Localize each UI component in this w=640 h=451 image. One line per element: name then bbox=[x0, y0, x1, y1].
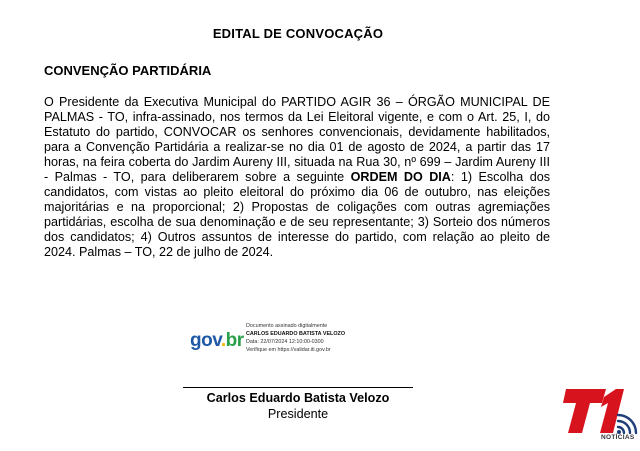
body-text-bold: ORDEM DO DIA bbox=[350, 170, 451, 184]
t1-logo-t-shape bbox=[563, 389, 606, 433]
govbr-logo-br: br bbox=[225, 330, 244, 351]
govbr-logo-gov: gov bbox=[190, 330, 221, 351]
signatory-role: Presidente bbox=[267, 407, 329, 421]
signature-caption: Documento assinado digitalmente bbox=[246, 323, 328, 329]
signatory-name: Carlos Eduardo Batista Velozo bbox=[206, 391, 390, 405]
signature-verify-link: Verifique em https://validar.iti.gov.br bbox=[246, 347, 331, 353]
signature-signer: CARLOS EDUARDO BATISTA VELOZO bbox=[246, 331, 346, 337]
govbr-logo-dot: . bbox=[220, 330, 226, 351]
digital-signature-details bbox=[246, 322, 345, 354]
govbr-logo bbox=[190, 330, 244, 352]
body-text-part-1: O Presidente da Executiva Municipal do PARTIDO AGIR 36 – ÓRGÃO MUNICIPAL DE PALMAS - TO, infra-assinado, nos termos da Lei Eleitoral vigente, e com o Art. 25, I, do Estatuto do partido, CONVOCAR os senhores convencionais, devidamente habilitados, para a Convenção Partidária a realizar-se no dia 01 de agosto de 2024, a partir das 17 horas, na feira coberta do Jardim Aureny III, situada na Rua 30, nº 699 – Jardim Aureny III - Palmas - TO, para deliberarem sobre a seguinte bbox=[44, 95, 550, 184]
t1-noticias-caption: NOTÍCIAS bbox=[601, 434, 635, 441]
signature-line bbox=[183, 387, 413, 388]
body-text-part-2: : 1) Escolha dos candidatos, com vistas ao pleito eleitoral do próximo dia 06 de outubro, nas eleições majoritárias e na proporcional; 2) Propostas de coligações com outras agremiações partidárias, escolha de sua denominação e de seu representante; 3) Sorteio dos números dos candidatos; 4) Outros assuntos de interesse do partido, com relação ao pleito de 2024. Palmas – TO, 22 de julho de 2024. bbox=[44, 170, 550, 259]
document-subtitle: CONVENÇÃO PARTIDÁRIA bbox=[44, 63, 212, 78]
document-title: EDITAL DE CONVOCAÇÃO bbox=[212, 26, 384, 41]
signature-date: Data: 22/07/2024 12:10:00-0300 bbox=[246, 339, 324, 345]
document-body bbox=[44, 95, 550, 260]
wifi-signal-icon bbox=[618, 415, 636, 433]
